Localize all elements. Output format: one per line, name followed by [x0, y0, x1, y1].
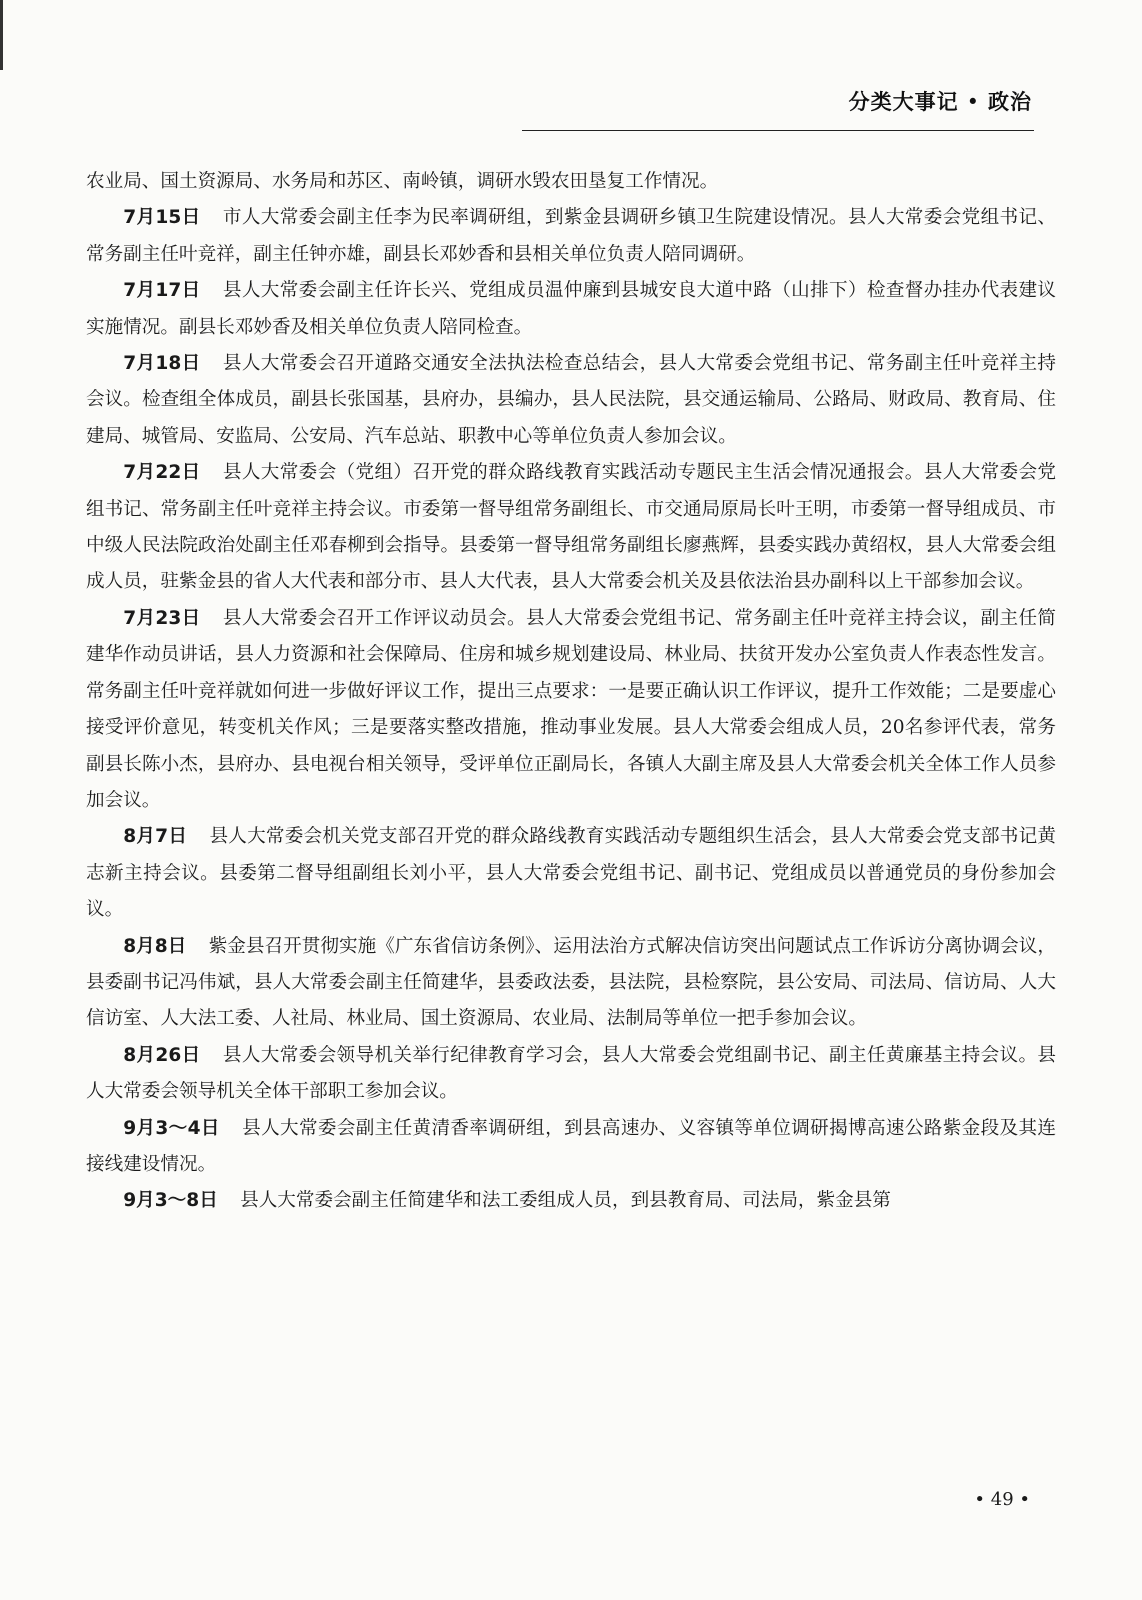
running-header — [849, 86, 1032, 116]
header-section: 分类大事记 — [848, 90, 959, 114]
page-edge-mark — [0, 0, 3, 70]
chronicle-entry — [86, 455, 1056, 601]
page-body — [86, 164, 1056, 1220]
entry-date: 7月18日 — [123, 353, 201, 375]
entry-date: 8月26日 — [123, 1044, 201, 1066]
header-separator: • — [966, 90, 980, 114]
entry-text: 县人大常委会召开工作评议动员会。县人大常委会党组书记、常务副主任叶竞祥主持会议，副主任简建华作动员讲话，县人力资源和社会保障局、住房和城乡规划建设局、林业局、扶贫开发办公室负责人作表态性发言。常务副主任叶竞祥就如何进一步做好评议工作，提出三点要求：一是要正确认识工作评议，提升工作效能；二是要虚心接受评价意见，转变机关作风；三是要落实整改措施，推动事业发展。县人大常委会组成人员，20名参评代表，常务副县长陈小杰，县府办、县电视台相关领导，受评单位正副局长，各镇人大副主席及县人大常委会机关全体工作人员参加会议。 — [86, 607, 1056, 811]
entry-date: 7月17日 — [123, 280, 201, 302]
entry-text: 市人大常委会副主任李为民率调研组，到紫金县调研乡镇卫生院建设情况。县人大常委会党组书记、常务副主任叶竞祥，副主任钟亦雄，副县长邓妙香和县相关单位负责人陪同调研。 — [86, 207, 1056, 265]
chronicle-entry — [86, 346, 1056, 455]
entry-text: 县人大常委会副主任黄清香率调研组，到县高速办、义容镇等单位调研揭博高速公路紫金段及其连接线建设情况。 — [86, 1117, 1056, 1175]
entry-date: 8月7日 — [123, 826, 188, 848]
chronicle-entry — [86, 273, 1056, 346]
entry-date: 9月3～8日 — [123, 1190, 218, 1212]
entry-text: 县人大常委会机关党支部召开党的群众路线教育实践活动专题组织生活会，县人大常委会党支部书记黄志新主持会议。县委第二督导组副组长刘小平，县人大常委会党组书记、副书记、党组成员以普通党员的身份参加会议。 — [86, 826, 1056, 921]
chronicle-entry — [86, 1038, 1056, 1111]
chronicle-entry — [86, 1111, 1056, 1184]
chronicle-entry — [86, 1183, 1056, 1219]
entry-text: 县人大常委会领导机关举行纪律教育学习会，县人大常委会党组副书记、副主任黄廉基主持会议。县人大常委会领导机关全体干部职工参加会议。 — [86, 1044, 1056, 1103]
continuation-paragraph: 农业局、国土资源局、水务局和苏区、南岭镇，调研水毁农田垦复工作情况。 — [86, 171, 719, 192]
entry-date: 8月8日 — [123, 935, 187, 957]
entry-date: 7月23日 — [123, 607, 201, 629]
entry-date: 9月3～4日 — [123, 1117, 220, 1139]
chronicle-entry — [86, 200, 1056, 273]
chronicle-entry — [86, 819, 1056, 928]
entry-text: 紫金县召开贯彻实施《广东省信访条例》、运用法治方式解决信访突出问题试点工作诉访分离协调会议，县委副书记冯伟斌，县人大常委会副主任简建华，县委政法委，县法院，县检察院，县公安局、司法局、信访局、人大信访室、人大法工委、人社局、林业局、国土资源局、农业局、法制局等单位一把手参加会议。 — [86, 935, 1056, 1030]
entry-date: 7月22日 — [123, 462, 201, 484]
entry-text: 县人大常委会（党组）召开党的群众路线教育实践活动专题民主生活会情况通报会。县人大常委会党组书记、常务副主任叶竞祥主持会议。市委第一督导组常务副组长、市交通局原局长叶王明，市委第一督导组成员、市中级人民法院政治处副主任邓春柳到会指导。县委第一督导组常务副组长廖燕辉，县委实践办黄绍权，县人大常委会组成人员，驻紫金县的省人大代表和部分市、县人大代表，县人大常委会机关及县依法治县办副科以上干部参加会议。 — [86, 462, 1056, 593]
chronicle-entry — [86, 929, 1056, 1038]
header-subsection: 政治 — [988, 90, 1032, 114]
chronicle-entry — [86, 601, 1056, 819]
entry-date: 7月15日 — [123, 207, 201, 229]
entry-text: 县人大常委会副主任简建华和法工委组成人员，到县教育局、司法局，紫金县第 — [240, 1190, 891, 1212]
page-number: • 49 • — [974, 1489, 1030, 1510]
entry-text: 县人大常委会召开道路交通安全法执法检查总结会，县人大常委会党组书记、常务副主任叶竞祥主持会议。检查组全体成员，副县长张国基，县府办，县编办，县人民法院，县交通运输局、公路局、财政局、教育局、住建局、城管局、安监局、公安局、汽车总站、职教中心等单位负责人参加会议。 — [86, 353, 1056, 447]
header-rule — [522, 130, 1034, 131]
entry-text: 县人大常委会副主任许长兴、党组成员温仲廉到县城安良大道中路（山排下）检查督办挂办代表建议实施情况。副县长邓妙香及相关单位负责人陪同检查。 — [86, 280, 1056, 338]
